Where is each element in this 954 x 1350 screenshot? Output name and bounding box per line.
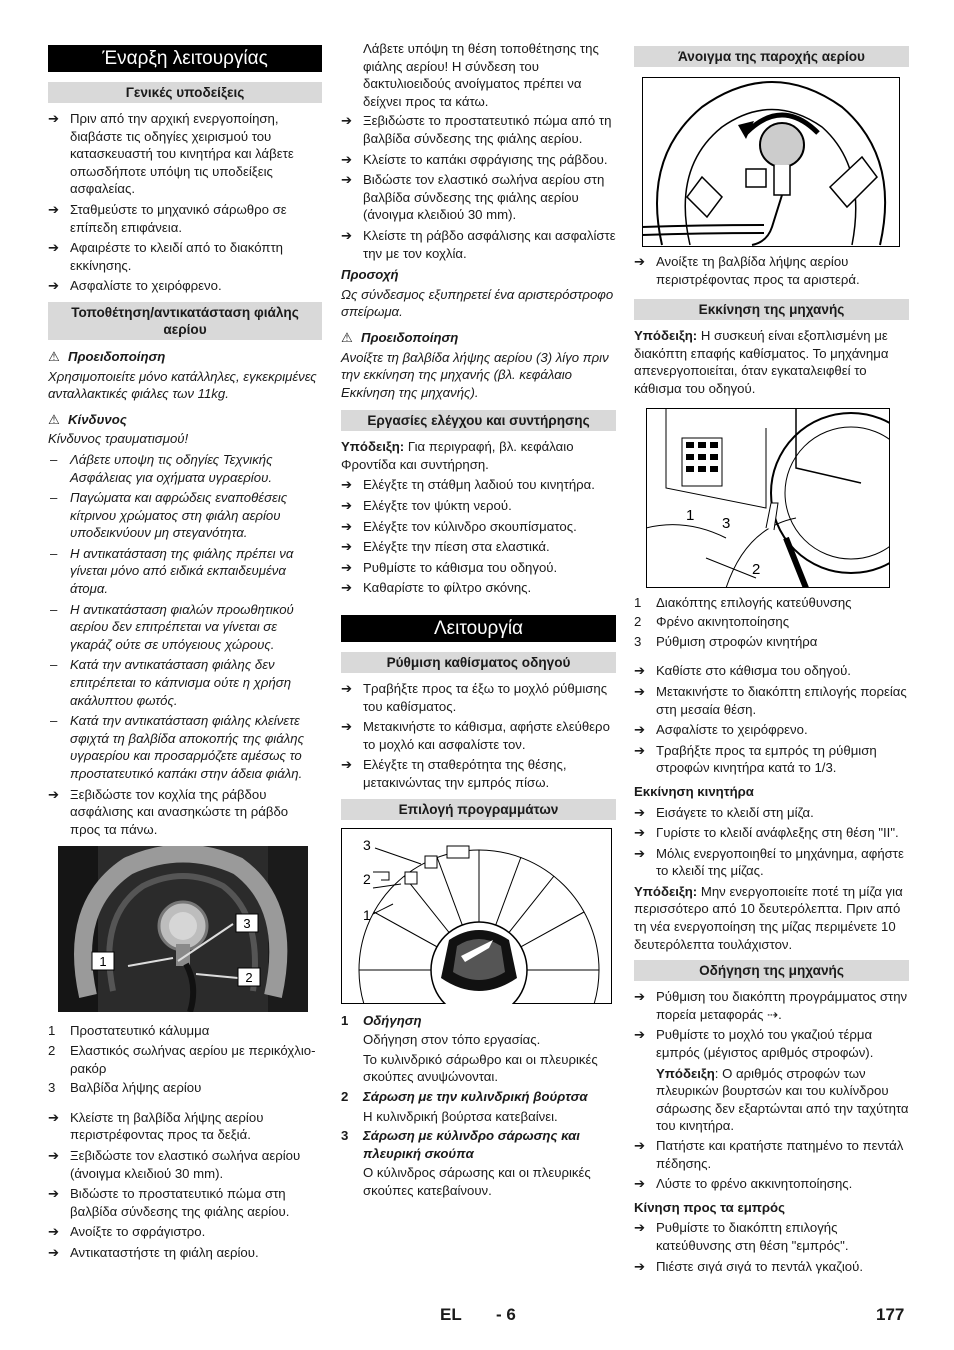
legend-item: 2 Φρένο ακινητοποίησης — [634, 614, 790, 630]
subsection-programs: Επιλογή προγραμμάτων — [341, 799, 616, 820]
legend-item: 2 Ελαστικός σωλήνας αερίου με περικόχλιο-ρακόρ — [48, 1042, 316, 1076]
list-item: ➔ Σταθμεύστε το μηχανικό σάρωθρο σε επίπεδη επιφάνεια. — [48, 201, 287, 235]
note: Υπόδειξη: Για περιγραφή, βλ. κεφάλαιο Φροντίδα και συντήρηση. — [341, 439, 574, 472]
warning-heading: ⚠ Προειδοποίηση — [48, 348, 166, 364]
figure-label: 3 — [722, 514, 731, 532]
list-item: ➔ Καθαρίστε το φίλτρο σκόνης. — [341, 580, 532, 596]
legend-item: 3 Ρύθμιση στροφών κινητήρα — [634, 633, 818, 649]
list-item: ➔ Καθίστε στο κάθισμα του οδηγού. — [634, 663, 851, 679]
column-3 — [634, 40, 909, 1278]
list-item: ➔ Ανοίξτε τη βαλβίδα λήψης αερίου περιστρέφοντας προς τα αριστερά. — [634, 254, 860, 287]
arrow-icon: ➔ — [634, 804, 646, 820]
driver-seat-controls-drawing — [646, 408, 890, 588]
list-item: ➔ Ξεβιδώστε τον κοχλία της ράβδου ασφάλισης και ανασηκώστε τη ράβδο προς τα πάνω. — [48, 786, 289, 837]
program-selector-diagram — [341, 828, 612, 1004]
list-item: – Λάβετε υποψη τις οδηγίες Τεχνικής Ασφάλειας για οχήματα υγραερίου. — [50, 451, 273, 485]
list-item: ➔ Κλείστε τη ράβδο ασφάλισης και ασφαλίστε την με τον κοχλία. — [341, 227, 616, 261]
list-item: ➔ Ρυθμίστε το μοχλό του γκαζιού τέρμα εμπρός (μέγιστος αριθμός στροφών). — [634, 1027, 874, 1061]
arrow-icon: ➔ — [48, 1244, 60, 1260]
arrow-icon: ➔ — [341, 559, 353, 575]
list-item: ➔ Ξεβιδώστε τον ελαστικό σωλήνα αερίου (άνοιγμα κλειδιού 30 mm). — [48, 1147, 301, 1181]
note: Υπόδειξη: Η συσκευή είναι εξοπλισμένη με διακόπτη επαφής καθίσματος. Το μηχάνημα απενεργοποιείται, όταν εγκαταλειφθεί το κάθισμα του οδηγού. — [634, 328, 889, 396]
arrow-icon: ➔ — [634, 742, 646, 758]
forward-heading: Κίνηση προς τα εμπρός — [634, 1199, 785, 1215]
program-item-title: 2 Σάρωση με την κυλινδρική βούρτσα — [341, 1088, 588, 1104]
arrow-icon: ➔ — [48, 240, 60, 256]
arrow-icon: ➔ — [48, 786, 60, 802]
section-title-start: Έναρξη λειτουργίας — [48, 45, 322, 72]
list-item: ➔ Μόλις ενεργοποιηθεί το μηχάνημα, αφήστε το κλειδί της μίζας. — [634, 845, 904, 879]
list-item: ➔ Ασφαλίστε το χειρόφρενο. — [48, 278, 222, 294]
arrow-icon: ➔ — [48, 1186, 60, 1202]
arrow-icon: ➔ — [341, 151, 353, 167]
subsection-checks: Εργασίες ελέγχου και συντήρησης — [341, 410, 616, 431]
arrow-icon: ➔ — [634, 1220, 646, 1236]
arrow-icon: ➔ — [634, 825, 646, 841]
arrow-icon: ➔ — [634, 1027, 646, 1043]
program-item-title: 1 Οδήγηση — [341, 1012, 422, 1028]
arrow-icon: ➔ — [634, 683, 646, 699]
note: Υπόδειξη: Ο αριθμός στροφών των πλευρικών βουρτσών και του κυλίνδρου σάρωσης δεν εξαρτώνται από την ταχύτητα του κινητήρα. — [656, 1065, 909, 1134]
list-item: – Παγώματα και αφρώδεις εναποθέσεις κίτρινου χρώματος στη φιάλη αερίου υποδεικνύουν μη στεγανότητα. — [50, 490, 288, 541]
list-item: ➔ Αντικαταστήστε τη φιάλη αερίου. — [48, 1244, 259, 1260]
list-item: ➔ Αφαιρέστε το κλειδί από το διακόπτη εκκίνησης. — [48, 240, 283, 273]
program-item-title: 3 Σάρωση με κύλινδρο σάρωσης και πλευρική σκούπα — [341, 1128, 580, 1161]
program-item-desc: Η κυλινδρική βούρτσα κατεβαίνει. — [363, 1108, 558, 1124]
arrow-icon: ➔ — [341, 477, 353, 493]
list-item: ➔ Ρυθμίστε το διακόπτη επιλογής κατεύθυνσης στη θέση "εμπρός". — [634, 1220, 849, 1253]
arrow-icon: ➔ — [634, 663, 646, 679]
legend-item: 1 Προστατευτικό κάλυμμα — [48, 1023, 210, 1039]
list-item: ➔ Πριν από την αρχική ενεργοποίηση, διαβάστε τις οδηγίες χειρισμού του κατασκευαστή του κινητήρα και λάβετε οπωσδήποτε υπόψη τις υποδείξεις ασφαλείας. — [48, 111, 294, 197]
list-item: – Η αντικατάσταση φιαλών προωθητικού αερίου δεν επιτρέπεται να γίνεται σε γκαράζ ούτε σε υπόγειους χώρους. — [50, 601, 294, 652]
warning-triangle-icon: ⚠ — [48, 348, 60, 364]
gas-valve-open-drawing — [642, 77, 900, 247]
subsection-general: Γενικές υποδείξεις — [48, 82, 322, 103]
arrow-icon: ➔ — [341, 498, 353, 514]
list-item: ➔ Ασφαλίστε το χειρόφρενο. — [634, 722, 808, 738]
arrow-icon: ➔ — [634, 722, 646, 738]
arrow-icon: ➔ — [48, 1224, 60, 1240]
footer-page-local: - 6 — [496, 1305, 516, 1324]
arrow-icon: ➔ — [634, 1258, 646, 1274]
figure-label: 2 — [245, 970, 253, 986]
figure-label: 2 — [363, 870, 371, 887]
program-item-desc: Το κυλινδρικό σάρωθρο και οι πλευρικές σκούπες ανυψώνονται. — [363, 1051, 598, 1085]
subsection-engine-start: Εκκίνηση της μηχανής — [634, 299, 909, 320]
list-item: ➔ Ελέγξτε τη στάθμη λαδιού του κινητήρα. — [341, 477, 595, 493]
list-item: ➔ Μετακινήστε το κάθισμα, αφήστε ελεύθερο το μοχλό και ασφαλίστε τον. — [341, 719, 610, 752]
caution-text: Ως σύνδεσμος εξυπηρετεί ένα αριστερόστροφο σπείρωμα. — [341, 286, 614, 320]
list-item: – Κατά την αντικατάσταση φιάλης δεν επιτρέπεται το κάπνισμα ούτε η χρήση ακάλυπτου φωτός. — [50, 657, 292, 708]
list-item: ➔ Ξεβιδώστε το προστατευτικό πώμα από τη βαλβίδα σύνδεσης της φιάλης αερίου. — [341, 113, 612, 146]
subsection-gas-bottle: Τοποθέτηση/αντικατάσταση φιάλης αερίου — [48, 302, 322, 340]
arrow-icon: ➔ — [48, 111, 60, 126]
list-item: ➔ Γυρίστε το κλειδί ανάφλεξης στη θέση "II". — [634, 825, 899, 841]
arrow-icon: ➔ — [634, 1138, 646, 1153]
arrow-icon: ➔ — [341, 227, 353, 243]
arrow-icon: ➔ — [634, 989, 646, 1005]
list-item: ➔ Ελέγξτε τον ψύκτη νερού. — [341, 498, 512, 514]
note: Υπόδειξη: Μην ενεργοποιείτε ποτέ τη μίζα για περισσότερο από 10 δευτερόλεπτα. Πριν από τη νέα ενεργοποίηση της μίζας περιμένετε 10 δευτερόλεπτα τουλάχιστον. — [634, 883, 903, 952]
list-item: ➔ Ρυθμίστε το κάθισμα του οδηγού. — [341, 559, 558, 575]
figure-label: 3 — [243, 916, 251, 932]
figure-label: 1 — [686, 506, 695, 524]
list-item: ➔ Τραβήξτε προς τα έξω το μοχλό ρύθμισης του καθίσματος. — [341, 681, 608, 714]
list-item: ➔ Βιδώστε τον ελαστικό σωλήνα αερίου στη βαλβίδα σύνδεσης της φιάλης αερίου (άνοιγμα κλειδιού 30 mm). — [341, 172, 605, 223]
list-item: ➔ Κλείστε τη βαλβίδα λήψης αερίου περιστρέφοντας προς τα δεξιά. — [48, 1109, 264, 1143]
warning-triangle-icon: ⚠ — [48, 411, 60, 427]
arrow-icon: ➔ — [341, 518, 353, 534]
footer-page-number: 177 — [876, 1305, 905, 1324]
arrow-icon: ➔ — [341, 172, 353, 188]
footer-language: EL — [440, 1305, 462, 1324]
legend-item: 1 Διακόπτης επιλογής κατεύθυνσης — [634, 594, 852, 610]
program-item-desc: Οδήγηση στον τόπο εργασίας. — [363, 1032, 541, 1048]
list-item: ➔ Βιδώστε το προστατευτικό πώμα στη βαλβίδα σύνδεσης της φιάλης αερίου. — [48, 1186, 290, 1219]
arrow-icon: ➔ — [341, 113, 353, 129]
subsection-gas-open: Άνοιγμα της παροχής αερίου — [634, 46, 909, 67]
gas-valve-photo — [58, 846, 308, 1012]
list-item: ➔ Εισάγετε το κλειδί στη μίζα. — [634, 804, 814, 820]
legend-item: 3 Βαλβίδα λήψης αερίου — [48, 1080, 202, 1096]
program-item-desc: Ο κύλινδρος σάρωσης και οι πλευρικές σκούπες κατεβαίνουν. — [363, 1165, 591, 1198]
list-item: ➔ Πιέστε σιγά σιγά το πεντάλ γκαζιού. — [634, 1258, 863, 1274]
list-item: ➔ Λύστε το φρένο ακκινητοποίησης. — [634, 1176, 853, 1192]
arrow-icon: ➔ — [634, 254, 646, 269]
danger-heading: ⚠ Κίνδυνος — [48, 411, 127, 427]
arrow-icon: ➔ — [634, 845, 646, 861]
figure-label: 1 — [363, 906, 371, 923]
warning-text: Ανοίξτε τη βαλβίδα λήψης αερίου (3) λίγο πριν την εκκίνηση της μηχανής (βλ. κεφάλαιο Εκκίνηση της μηχανής). — [341, 349, 609, 400]
engine-start-heading: Εκκίνηση κινητήρα — [634, 783, 754, 799]
arrow-icon: ➔ — [341, 580, 353, 596]
paragraph: Λάβετε υπόψη τη θέση τοποθέτησης της φιάλης αερίου! Η σύνδεση του δακτυλιοειδούς ανοίγματος πρέπει να δείχνει προς τα κάτω. — [363, 41, 599, 109]
arrow-icon: ➔ — [634, 1176, 646, 1192]
transport-mode-icon: ⇢ — [767, 1006, 779, 1022]
arrow-icon: ➔ — [341, 539, 353, 555]
arrow-icon: ➔ — [341, 681, 353, 697]
arrow-icon: ➔ — [48, 278, 60, 294]
warning-text: Χρησιμοποιείτε μόνο κατάλληλες, εγκεκριμένες ανταλλακτικές φιάλες των 11kg. — [48, 368, 317, 402]
list-item: ➔ Κλείστε το καπάκι σφράγισης της ράβδου. — [341, 151, 608, 167]
list-item: – Η αντικατάσταση της φιάλης πρέπει να γίνεται μόνο από ειδικά εκπαιδευμένα άτομα. — [50, 545, 294, 597]
arrow-icon: ➔ — [48, 1109, 60, 1125]
arrow-icon: ➔ — [48, 201, 60, 217]
figure-label: 1 — [99, 954, 107, 970]
list-item: ➔ Ανοίξτε το σφράγιστρο. — [48, 1224, 206, 1240]
caution-heading: Προσοχή — [341, 267, 399, 283]
list-item: ➔ Ελέγξτε την πίεση στα ελαστικά. — [341, 539, 550, 555]
arrow-icon: ➔ — [341, 757, 353, 773]
warning-heading: ⚠ Προειδοποίηση — [341, 329, 459, 345]
arrow-icon: ➔ — [48, 1147, 60, 1163]
column-1 — [48, 40, 322, 1265]
warning-triangle-icon: ⚠ — [341, 329, 353, 345]
list-item: ➔ Ελέγξτε τον κύλινδρο σκουπίσματος. — [341, 518, 577, 534]
figure-label: 3 — [363, 836, 371, 853]
subsection-driving: Οδήγηση της μηχανής — [634, 960, 909, 981]
list-item: ➔ Ρύθμιση του διακόπτη προγράμματος στην πορεία μεταφοράς ⇢. — [634, 989, 908, 1022]
list-item: ➔ Μετακινήστε το διακόπτη επιλογής πορείας στη μεσαία θέση. — [634, 683, 907, 717]
column-2 — [341, 40, 616, 1202]
list-item: – Κατά την αντικατάσταση φιάλης κλείνετε σφιχτά τη βαλβίδα αποκοπής της φιάλης υγραερίου και προσαρμόζετε αμέσως το προστατευτικό καπάκι στην άδεια φιάλη. — [50, 713, 304, 781]
figure-label: 2 — [752, 560, 761, 578]
danger-text: Κίνδυνος τραυματισμού! — [48, 431, 189, 447]
section-title-operation: Λειτουργία — [341, 615, 616, 642]
list-item: ➔ Τραβήξτε προς τα εμπρός τη ρύθμιση στροφών κινητήρα κατά το 1/3. — [634, 742, 877, 776]
arrow-icon: ➔ — [341, 719, 353, 735]
list-item: ➔ Πατήστε και κρατήστε πατημένο το πεντάλ πέδησης. — [634, 1138, 904, 1171]
subsection-seat: Ρύθμιση καθίσματος οδηγού — [341, 652, 616, 673]
list-item: ➔ Ελέγξτε τη σταθερότητα της θέσης, μετακινώντας την εμπρός πίσω. — [341, 757, 567, 790]
